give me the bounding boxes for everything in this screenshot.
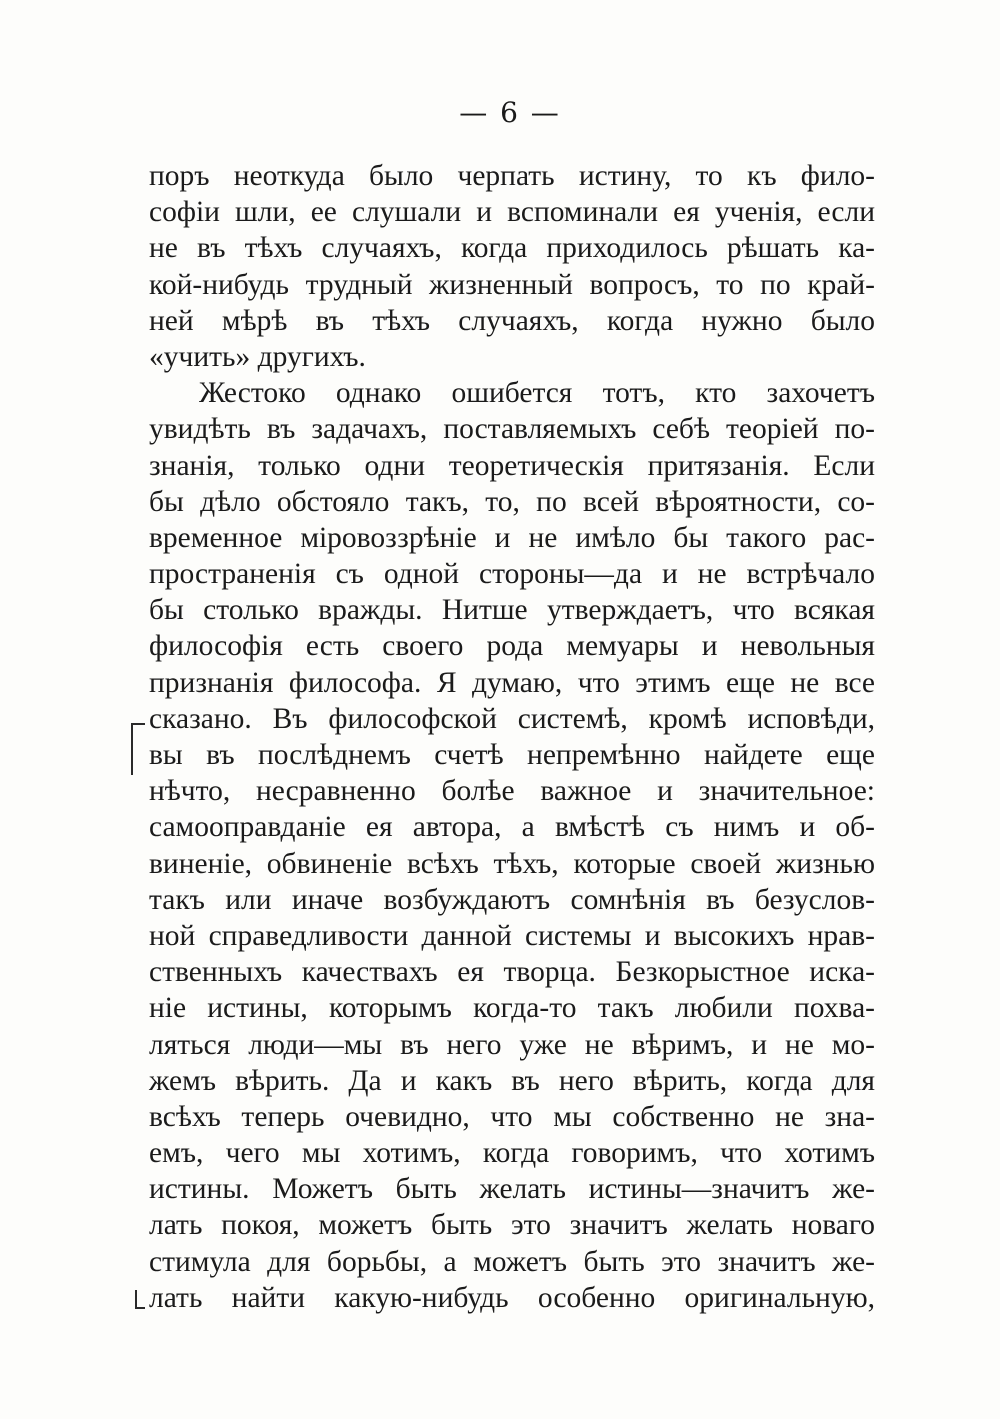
text-line: ственныхъ качествахъ ея творца. Безкорыстное иска- xyxy=(149,956,875,989)
text-line: лать покоя, можетъ быть это значитъ желать новаго xyxy=(149,1209,875,1242)
text-line: пространенія съ одной стороны—да и не встрѣчало xyxy=(149,558,875,591)
text-line: софіи шли, ее слушали и вспоминали ея ученія, если xyxy=(149,196,875,229)
text-line: знанія, только одни теоретическія притязанія. Если xyxy=(149,449,875,482)
margin-bracket-mark xyxy=(135,1290,137,1308)
margin-bracket-mark xyxy=(135,1307,145,1309)
text-line: емъ, чего мы хотимъ, когда говоримъ, что хотимъ xyxy=(149,1137,875,1170)
text-line: ней мѣрѣ въ тѣхъ случаяхъ, когда нужно было xyxy=(149,304,875,337)
text-line: виненіе, обвиненіе всѣхъ тѣхъ, которые своей жизнью xyxy=(149,847,875,880)
body-text xyxy=(149,158,875,1316)
margin-bracket-mark xyxy=(131,723,133,775)
text-line: «учить» другихъ. xyxy=(149,340,366,373)
text-line: истины. Можетъ быть желать истины—значитъ же- xyxy=(149,1173,875,1206)
paragraph-start-line: Жестоко однако ошибется тотъ, кто захочетъ xyxy=(199,377,875,410)
text-line: стимула для борьбы, а можетъ быть это значитъ же- xyxy=(149,1245,875,1278)
text-line: увидѣть въ задачахъ, поставляемыхъ себѣ теоріей по- xyxy=(149,413,875,446)
text-line: такъ или иначе возбуждаютъ сомнѣнія въ безуслов- xyxy=(149,883,875,916)
text-line: бы столько вражды. Нитше утверждаетъ, что всякая xyxy=(149,594,875,627)
text-line: сказано. Въ философской системѣ, кромѣ исповѣди, xyxy=(149,702,875,735)
text-line: ной справедливости данной системы и высокихъ нрав- xyxy=(149,919,875,952)
text-line: всѣхъ теперь очевидно, что мы собственно не зна- xyxy=(149,1100,875,1133)
text-line: философія есть своего рода мемуары и невольныя xyxy=(149,630,875,663)
text-line: бы дѣло обстояло такъ, то, по всей вѣроятности, со- xyxy=(149,485,875,518)
text-line: жемъ вѣрить. Да и какъ въ него вѣрить, когда для xyxy=(149,1064,875,1097)
text-line: нѣчто, несравненно болѣе важное и значительное: xyxy=(149,775,875,808)
page-number: — 6 — xyxy=(459,96,561,129)
text-line: признанія философа. Я думаю, что этимъ еще не все xyxy=(149,666,875,699)
text-line: вы въ послѣднемъ счетѣ непремѣнно найдете еще xyxy=(149,739,875,771)
text-line: временное міровоззрѣніе и не имѣло бы такого рас- xyxy=(149,521,875,554)
text-line: кой-нибудь трудный жизненный вопросъ, то по край- xyxy=(149,268,875,301)
text-line: ляться люди—мы въ него уже не вѣримъ, и не мо- xyxy=(149,1028,875,1061)
text-line: самооправданіе ея автора, а вмѣстѣ съ нимъ и об- xyxy=(149,811,875,844)
text-line: лать найти какую-нибудь особенно оригинальную, xyxy=(149,1281,875,1314)
text-line: не въ тѣхъ случаяхъ, когда приходилось рѣшать ка- xyxy=(149,232,875,265)
margin-bracket-mark xyxy=(131,723,145,725)
text-line: поръ неоткуда было черпать истину, то къ фило- xyxy=(149,160,875,192)
text-line: ніе истины, которымъ когда-то такъ любили похва- xyxy=(149,992,875,1025)
